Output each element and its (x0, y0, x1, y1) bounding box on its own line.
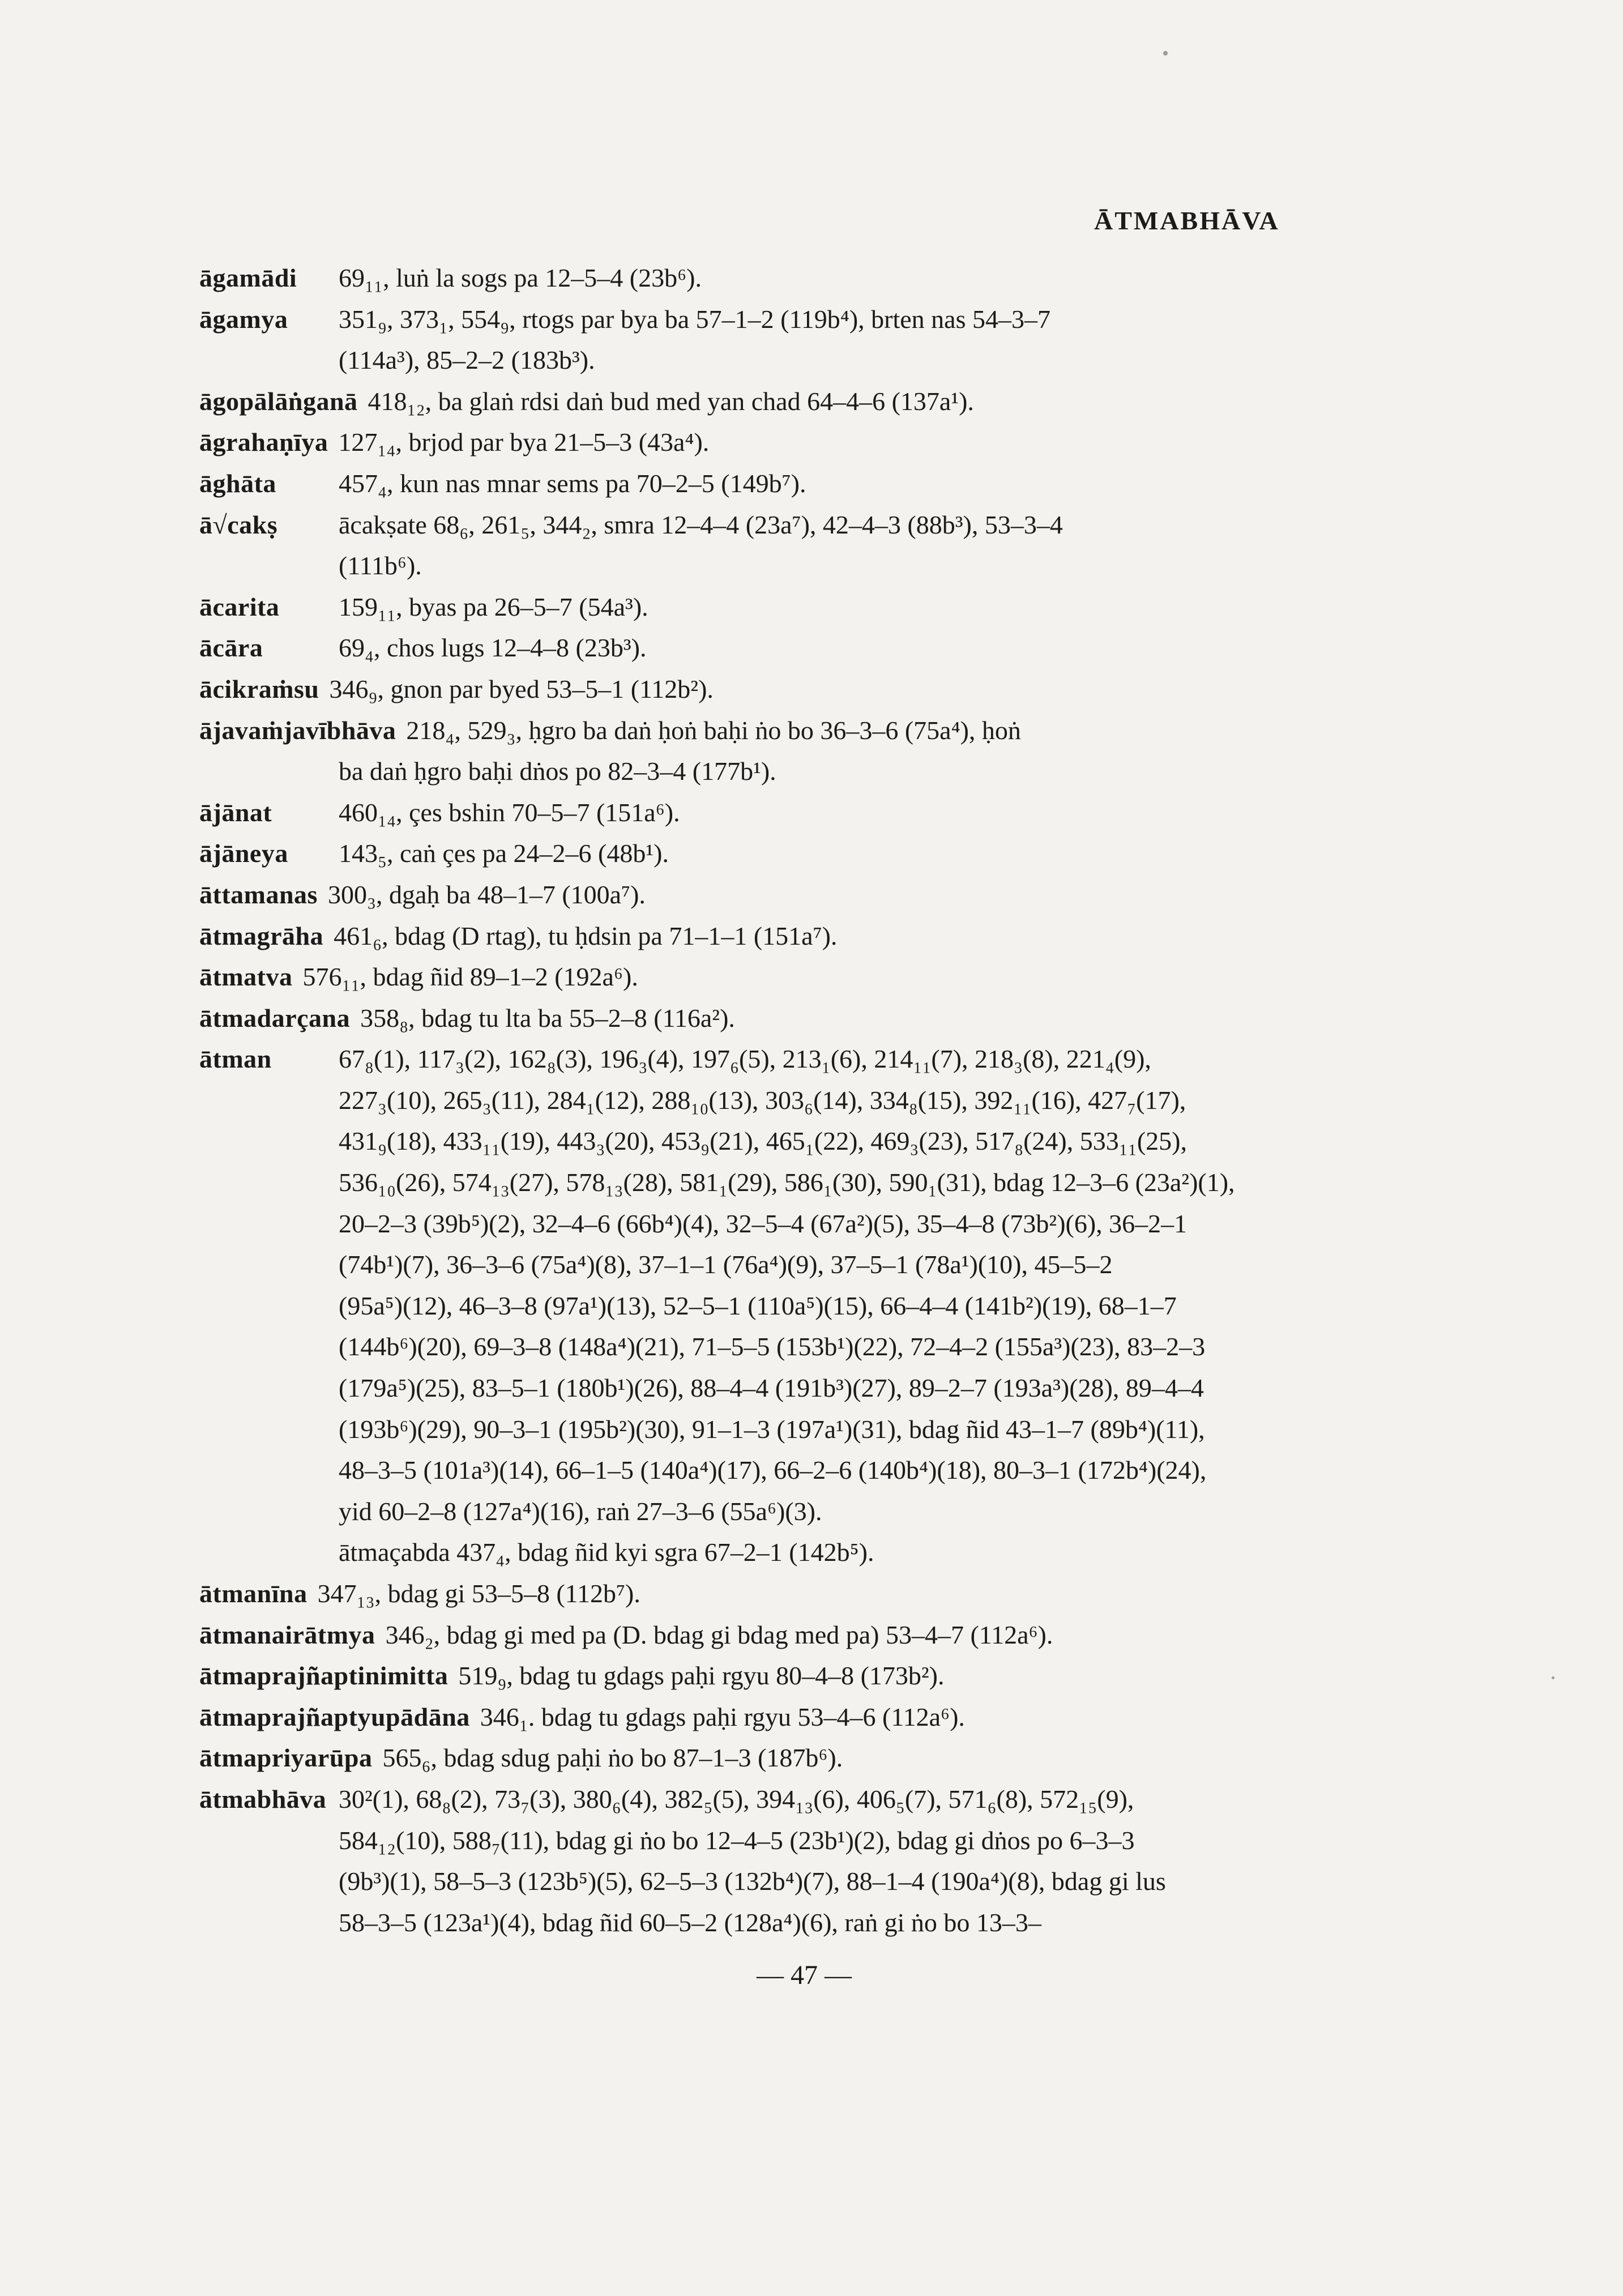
headword: āttamanas (199, 880, 318, 909)
entry-text: 565₆, bdag sdug paḥi ṅo bo 87–1–3 (187b⁶). (382, 1743, 843, 1773)
entry-text: 519₉, bdag tu gdags paḥi rgyu 80–4–8 (173b²). (458, 1661, 945, 1691)
entry-continuation: yid 60–2–8 (127a⁴)(16), raṅ 27–3–6 (55a⁶)(3). (339, 1496, 822, 1526)
entry-continuation: (179a⁵)(25), 83–5–1 (180b¹)(26), 88–4–4 (191b³)(27), 89–2–7 (193a³)(28), 89–4–4 (339, 1373, 1204, 1403)
entry-text: 346₁. bdag tu gdags paḥi rgyu 53–4–6 (112a⁶). (480, 1702, 965, 1731)
entry (199, 422, 1309, 463)
entry-text: 143₅, caṅ çes pa 24–2–6 (48b¹). (339, 839, 669, 868)
entry-continuation: (9b³)(1), 58–5–3 (123b⁵)(5), 62–5–3 (132b⁴)(7), 88–1–4 (190a⁴)(8), bdag gi lus (339, 1867, 1166, 1896)
entry-text: 30²(1), 68₈(2), 73₇(3), 380₆(4), 382₅(5), 394₁₃(6), 406₅(7), 571₆(8), 572₁₅(9), (339, 1784, 1134, 1813)
headword: ājavaṁjavībhāva (199, 715, 396, 745)
entry-continuation: (95a⁵)(12), 46–3–8 (97a¹)(13), 52–5–1 (110a⁵)(15), 66–4–4 (141b²)(19), 68–1–7 (339, 1291, 1177, 1320)
entry (199, 1573, 1309, 1615)
entry-text: 461₆, bdag (D rtag), tu ḥdsin pa 71–1–1 (151a⁷). (334, 921, 838, 950)
entry-text: 127₁₄, brjod par bya 21–5–3 (43a⁴). (338, 428, 710, 457)
headword: ā√cakṣ (199, 510, 278, 539)
entry (199, 1615, 1309, 1656)
entry (199, 833, 1309, 874)
entry-continuation: (114a³), 85–2–2 (183b³). (339, 345, 595, 375)
entry (199, 1655, 1309, 1697)
entry (199, 874, 1309, 916)
headword: ācāra (199, 633, 263, 663)
running-head: ĀTMABHĀVA (1094, 206, 1280, 235)
entry-text: 576₁₁, bdag ñid 89–1–2 (192a⁶). (302, 962, 638, 992)
entry (199, 628, 1309, 669)
entry (199, 916, 1309, 957)
headword: ācikraṁsu (199, 674, 319, 703)
entry-text: 347₁₃, bdag gi 53–5–8 (112b⁷). (317, 1579, 640, 1608)
entry (199, 505, 1309, 587)
entry (199, 1697, 1309, 1738)
entry (199, 587, 1309, 628)
headword: ātmanairātmya (199, 1620, 375, 1649)
headword: āgopālāṅganā (199, 386, 358, 416)
sub-entry: ātmaçabda 437₄, bdag ñid kyi sgra 67–2–1 (142b⁵). (339, 1538, 874, 1567)
entry-continuation: (111b⁶). (339, 551, 422, 581)
entry-text: 358₈, bdag tu lta ba 55–2–8 (116a²). (360, 1003, 735, 1032)
entry-continuation: (144b⁶)(20), 69–3–8 (148a⁴)(21), 71–5–5 (153b¹)(22), 72–4–2 (155a³)(23), 83–2–3 (339, 1332, 1206, 1362)
entry-continuation: (74b¹)(7), 36–3–6 (75a⁴)(8), 37–1–1 (76a⁴)(9), 37–5–1 (78a¹)(10), 45–5–2 (339, 1250, 1113, 1279)
entry (199, 1738, 1309, 1779)
headword: āgamya (199, 304, 288, 334)
entry-text: 300₃, dgaḥ ba 48–1–7 (100a⁷). (327, 880, 646, 909)
entry-text: 418₁₂, ba glaṅ rdsi daṅ bud med yan chad 64–4–6 (137a¹). (368, 386, 974, 416)
headword: ātmaprajñaptinimitta (199, 1661, 449, 1691)
entry-text: 460₁₄, çes bshin 70–5–7 (151a⁶). (339, 797, 680, 827)
entry-text: 218₄, 529₃, ḥgro ba daṅ ḥoṅ baḥi ṅo bo 36–3–6 (75a⁴), ḥoṅ (406, 715, 1021, 745)
entry-continuation: ba daṅ ḥgro baḥi dṅos po 82–3–4 (177b¹). (339, 757, 776, 786)
entry-text: 69₁₁, luṅ la sogs pa 12–5–4 (23b⁶). (339, 263, 702, 292)
entry (199, 669, 1309, 710)
entry-continuation: 227₃(10), 265₃(11), 284₁(12), 288₁₀(13), 303₆(14), 334₈(15), 392₁₁(16), 427₇(17), (339, 1085, 1186, 1115)
entry-list (199, 258, 1309, 1943)
entry-text: 67₈(1), 117₃(2), 162₈(3), 196₃(4), 197₆(5), 213₁(6), 214₁₁(7), 218₃(8), 221₄(9), (339, 1044, 1151, 1074)
headword: ājāneya (199, 839, 288, 868)
entry-continuation: 584₁₂(10), 588₇(11), bdag gi ṅo bo 12–4–5 (23b¹)(2), bdag gi dṅos po 6–3–3 (339, 1825, 1135, 1855)
headword: ātman (199, 1044, 272, 1074)
headword: ātmabhāva (199, 1784, 327, 1813)
entry (199, 957, 1309, 998)
scan-speck (1163, 51, 1168, 56)
headword: āghāta (199, 468, 276, 498)
entry (199, 710, 1309, 792)
headword: ātmatva (199, 962, 293, 992)
page-number: — 47 — (757, 1960, 852, 1990)
entry-continuation: 20–2–3 (39b⁵)(2), 32–4–6 (66b⁴)(4), 32–5–4 (67a²)(5), 35–4–8 (73b²)(6), 36–2–1 (339, 1209, 1188, 1238)
entry (199, 258, 1309, 299)
entry-continuation: 58–3–5 (123a¹)(4), bdag ñid 60–5–2 (128a⁴)(6), raṅ gi ṅo bo 13–3– (339, 1907, 1041, 1937)
entry-text: ācakṣate 68₆, 261₅, 344₂, smra 12–4–4 (23a⁷), 42–4–3 (88b³), 53–3–4 (339, 510, 1063, 539)
headword: ācarita (199, 592, 280, 621)
headword: ātmadarçana (199, 1003, 351, 1032)
entry (199, 463, 1309, 505)
headword: ātmanīna (199, 1579, 307, 1608)
entry-text: 457₄, kun nas mnar sems pa 70–2–5 (149b⁷). (339, 468, 806, 498)
entry-continuation: 536₁₀(26), 574₁₃(27), 578₁₃(28), 581₁(29), 586₁(30), 590₁(31), bdag 12–3–6 (23a²)(1), (339, 1168, 1235, 1197)
entry-text: 69₄, chos lugs 12–4–8 (23b³). (339, 633, 647, 663)
headword: ājānat (199, 797, 272, 827)
entry-text: 346₂, bdag gi med pa (D. bdag gi bdag med pa) 53–4–7 (112a⁶). (385, 1620, 1053, 1649)
entry (199, 792, 1309, 834)
entry-continuation: (193b⁶)(29), 90–3–1 (195b²)(30), 91–1–3 (197a¹)(31), bdag ñid 43–1–7 (89b⁴)(11), (339, 1414, 1205, 1444)
entry (199, 998, 1309, 1039)
entry (199, 1039, 1309, 1573)
entry (199, 381, 1309, 423)
entry (199, 1779, 1309, 1943)
entry-text: 351₉, 373₁, 554₉, rtogs par bya ba 57–1–2 (119b⁴), brten nas 54–3–7 (339, 304, 1050, 334)
headword: ātmapriyarūpa (199, 1743, 373, 1773)
entry-continuation: 431₉(18), 433₁₁(19), 443₃(20), 453₉(21), 465₁(22), 469₃(23), 517₈(24), 533₁₁(25), (339, 1126, 1187, 1156)
headword: ātmaprajñaptyupādāna (199, 1702, 470, 1731)
headword: āgamādi (199, 263, 297, 292)
headword: ātmagrāha (199, 921, 324, 950)
entry-text: 346₉, gnon par byed 53–5–1 (112b²). (329, 674, 714, 703)
entry-continuation: 48–3–5 (101a³)(14), 66–1–5 (140a⁴)(17), 66–2–6 (140b⁴)(18), 80–3–1 (172b⁴)(24), (339, 1456, 1207, 1485)
entry-text: 159₁₁, byas pa 26–5–7 (54a³). (339, 592, 648, 621)
entry (199, 299, 1309, 381)
headword: āgrahaṇīya (199, 428, 328, 457)
scan-speck (1552, 1676, 1554, 1679)
